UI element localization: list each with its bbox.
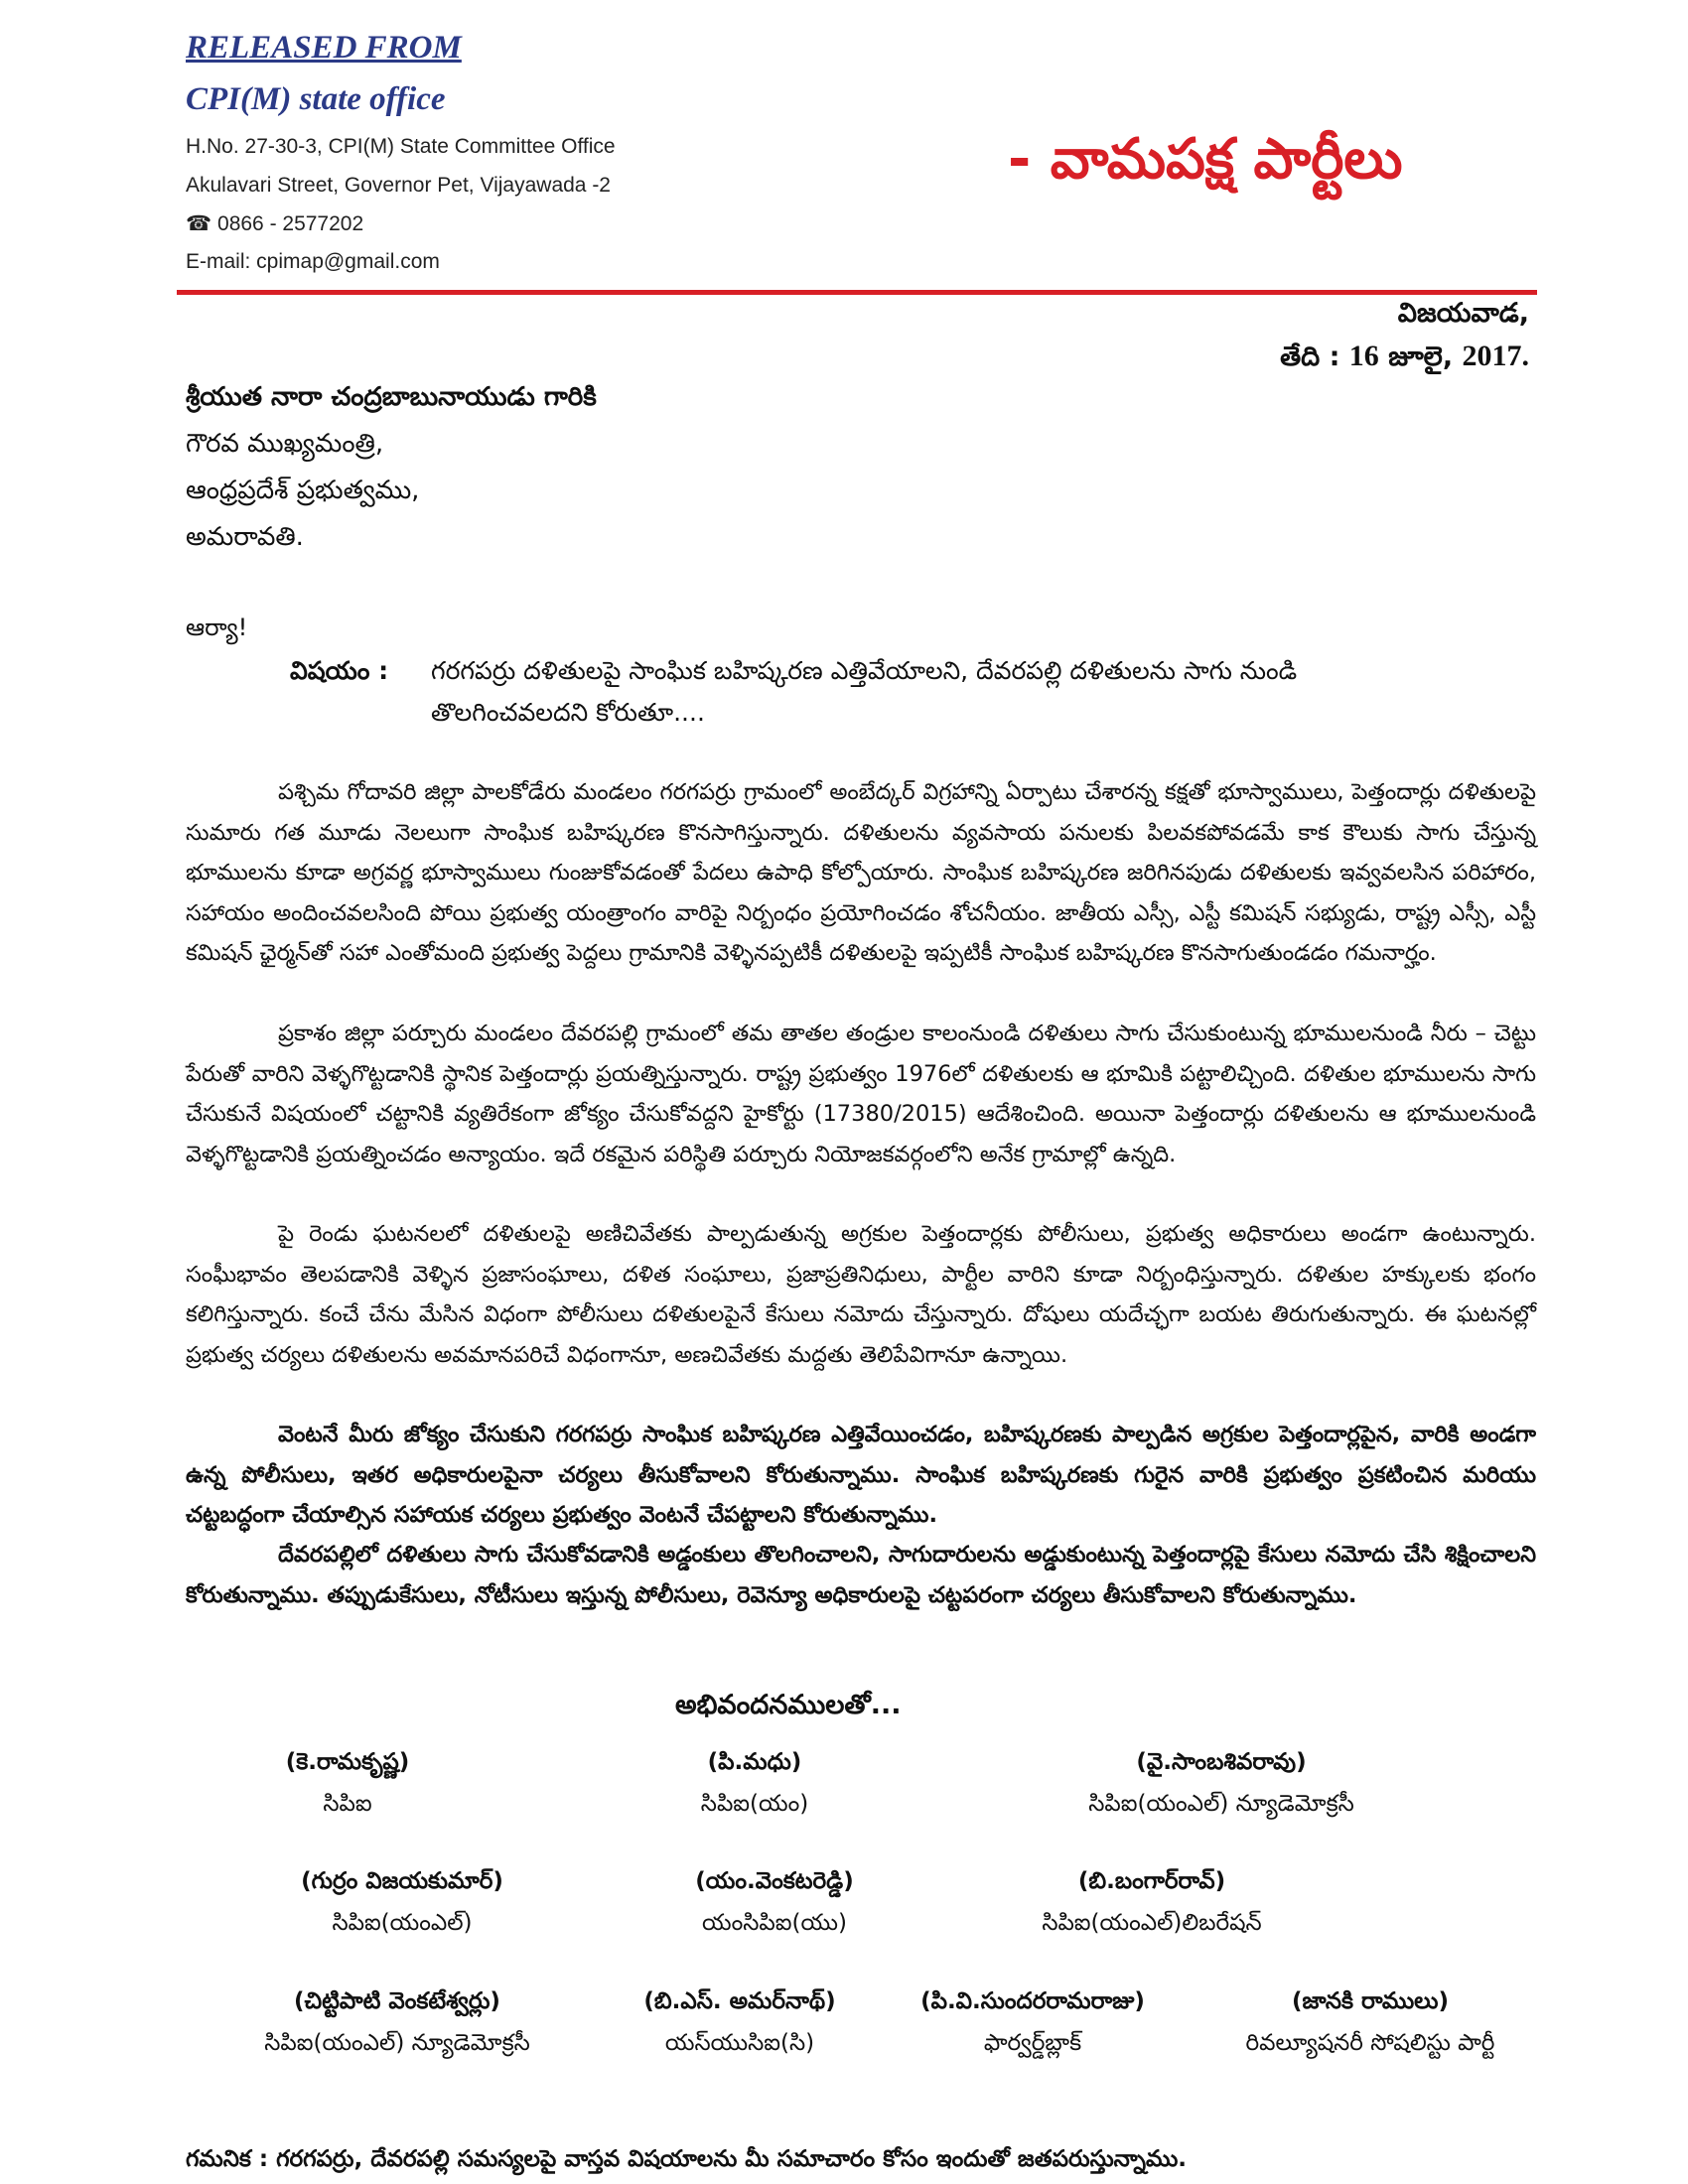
signatory-party: ఫార్వర్డ్‌బ్లాక్ — [983, 2030, 1082, 2056]
signatory-10 — [1172, 1988, 1569, 2062]
signatory-party: సిపిఐ(యంఎల్) న్యూడెమోక్రసీ — [1088, 1791, 1354, 1817]
signatory-8 — [606, 1988, 874, 2062]
address-line-2: Akulavari Street, Governor Pet, Vijayawada -2 — [186, 174, 611, 197]
body-paragraph-2: ప్రకాశం జిల్లా పర్చూరు మండలం దేవరపల్లి గ్రామంలో తమ తాతల తండ్రుల కాలంనుండి దళితులు సాగు చేసుకుంటున్న భూములనుండి నీరు – చెట్టు పేరుతో వారిని వెళ్ళగొట్టడానికి స్థానిక పెత్తందార్లు ప్రయత్నిస్తున్నారు. రాష్ట్ర ప్రభుత్వం 1976లో దళితులకు ఆ భూమికి పట్టాలిచ్చింది. దళితుల భూములను సాగు చేసుకునే విషయంలో చట్టానికి వ్యతిరేకంగా జోక్యం చేసుకోవద్దని హైకోర్టు (17380/2015) ఆదేశించింది. అయినా పెత్తందార్లు దళితులను ఆ భూములనుండి వెళ్ళగొట్టడానికి ప్రయత్నించడం అన్యాయం. ఇదే రకమైన పరిస్థితి పర్చూరు నియోజకవర్గంలోని అనేక గ్రామాల్లో ఉన్నది. — [186, 1021, 1536, 1167]
body-paragraph-5: దేవరపల్లిలో దళితులు సాగు చేసుకోవడానికి అడ్డంకులు తొలగించాలని, సాగుదారులను అడ్డుకుంటున్న పెత్తందార్లపై కేసులు నమోదు చేసి శిక్షించాలని కోరుతున్నాము. తప్పుడుకేసులు, నోటీసులు ఇస్తున్న పోలీసులు, రెవెన్యూ అధికారులపై చట్టపరంగా చర్యలు తీసుకోవాలని కోరుతున్నాము. — [186, 1542, 1536, 1608]
phone-line — [186, 211, 363, 236]
recipient-govt: ఆంధ్రప్రదేశ్ ప్రభుత్వము, — [186, 476, 420, 505]
signatory-name: (చిట్టిపాటి వెంకటేశ్వర్లు) — [294, 1988, 500, 2014]
signatory-name: (బి.బంగార్‌రావ్) — [1077, 1868, 1226, 1894]
signatory-6 — [993, 1868, 1311, 1942]
signatory-name: (వై.సాంబశివరావు) — [1136, 1749, 1307, 1775]
signatory-7 — [213, 1988, 581, 2062]
signatory-name: (గుర్రం విజయకుమార్) — [301, 1868, 503, 1894]
signatory-name: (పి.వి.సుందరరామరాజు) — [920, 1988, 1145, 2014]
signatory-name: (జానకి రాములు) — [1292, 1988, 1449, 2014]
signatory-3 — [1043, 1749, 1400, 1823]
date-label: తేది : — [1280, 341, 1340, 372]
signatory-party: యస్‌యుసిఐ(సి) — [664, 2030, 815, 2056]
signatory-2 — [645, 1749, 864, 1823]
released-from-heading: RELEASED FROM — [186, 30, 462, 66]
signatory-9 — [874, 1988, 1192, 2062]
signatory-party: రివల్యూషనరీ సోషలిస్టు పార్టీ — [1245, 2030, 1495, 2056]
footnote: గమనిక : గరగపర్రు, దేవరపల్లి సమస్యలపై వాస్తవ విషయాలను మీ సమాచారం కోసం ఇందుతో జతపరుస్తున్నాము. — [186, 2146, 1188, 2172]
recipient-place: అమరావతి. — [186, 522, 304, 552]
subject-line-2: తొలగించవలదని కోరుతూ.... — [431, 698, 705, 727]
signatory-1 — [248, 1749, 447, 1823]
header-divider — [177, 290, 1537, 295]
signatory-name: (కె.రామకృష్ణ) — [285, 1749, 410, 1775]
date-day: 16 — [1348, 340, 1379, 372]
address-line-1: H.No. 27-30-3, CPI(M) State Committee Office — [186, 135, 616, 158]
recipient-title: గౌరవ ముఖ్యమంత్రి, — [186, 429, 384, 459]
salutation: ఆర్యా! — [186, 614, 248, 641]
recipient-name: శ్రీయుత నారా చంద్రబాబునాయుడు గారికి — [186, 382, 597, 412]
signatory-4 — [253, 1868, 551, 1942]
subject-label: విషయం : — [290, 656, 389, 685]
place: విజయవాడ, — [1397, 298, 1529, 329]
date-year: 2017. — [1462, 340, 1529, 372]
closing: అభివందనములతో... — [675, 1690, 902, 1720]
body-paragraph-4: వెంటనే మీరు జోక్యం చేసుకుని గరగపర్రు సాంఘిక బహిష్కరణ ఎత్తివేయించడం, బహిష్కరణకు పాల్పడిన అగ్రకుల పెత్తందార్లపైన, వారికి అండగా ఉన్న పోలీసులు, ఇతర అధికారులపైనా చర్యలు తీసుకోవాలని కోరుతున్నాము. సాంఘిక బహిష్కరణకు గురైన వారికి ప్రభుత్వం ప్రకటించిన మరియు చట్టబద్ధంగా చేయాల్సిన సహాయక చర్యలు ప్రభుత్వం వెంటనే చేపట్టాలని కోరుతున్నాము. — [186, 1422, 1536, 1528]
signatory-party: సిపిఐ(యం) — [700, 1791, 809, 1817]
letter-date — [1280, 340, 1529, 379]
signatory-5 — [635, 1868, 914, 1942]
subject-line-1: గరగపర్రు దళితులపై సాంఘిక బహిష్కరణ ఎత్తివేయాలని, దేవరపల్లి దళితులను సాగు నుండి — [431, 656, 1298, 685]
phone-icon: ☎ — [186, 212, 212, 235]
email-line: E-mail: cpimap@gmail.com — [186, 250, 440, 273]
signatory-party: సిపిఐ(యంఎల్) — [332, 1910, 473, 1936]
signatory-party: సిపిఐ — [323, 1791, 372, 1817]
signatory-party: సిపిఐ(యంఎల్) న్యూడెమోక్రసీ — [264, 2030, 530, 2056]
office-name: CPI(M) state office — [186, 81, 446, 117]
date-month: జూలై, — [1388, 341, 1454, 372]
phone-number: 0866 - 2577202 — [217, 212, 364, 235]
party-title: - వామపక్ష పార్టీలు — [1008, 127, 1403, 192]
signatory-name: (పి.మధు) — [707, 1749, 802, 1775]
subject-block — [290, 650, 1412, 734]
signatory-party: సిపిఐ(యంఎల్)లిబరేషన్ — [1042, 1910, 1262, 1936]
signatory-name: (యం.వెంకటరెడ్డి) — [695, 1868, 854, 1894]
signatory-party: యంసిపిఐ(యు) — [702, 1910, 847, 1936]
body-paragraph-3: పై రెండు ఘటనలలో దళితులపై అణిచివేతకు పాల్పడుతున్న అగ్రకుల పెత్తందార్లకు పోలీసులు, ప్రభుత్వ అధికారులు అండగా ఉంటున్నారు. సంఘీభావం తెలపడానికి వెళ్ళిన ప్రజాసంఘాలు, దళిత సంఘాలు, ప్రజాప్రతినిధులు, పార్టీల వారిని కూడా నిర్బంధిస్తున్నారు. దళితుల హక్కులకు భంగం కలిగిస్తున్నారు. కంచే చేను మేసిన విధంగా పోలీసులు దళితులపైనే కేసులు నమోదు చేస్తున్నారు. దోషులు యదేచ్ఛగా బయట తిరుగుతున్నారు. ఈ ఘటనల్లో ప్రభుత్వ చర్యలు దళితులను అవమానపరిచే విధంగానూ, అణచివేతకు మద్దతు తెలిపేవిగానూ ఉన్నాయి. — [186, 1221, 1536, 1368]
body-paragraph-1: పశ్చిమ గోదావరి జిల్లా పాలకోడేరు మండలం గరగపర్రు గ్రామంలో అంబేద్కర్ విగ్రహాన్ని ఏర్పాటు చేశారన్న కక్షతో భూస్వాములు, పెత్తందార్లు దళితులపై సుమారు గత మూడు నెలలుగా సాంఘిక బహిష్కరణ కొనసాగిస్తున్నారు. దళితులను వ్యవసాయ పనులకు పిలవకపోవడమే కాక కౌలుకు సాగు చేస్తున్న భూములను కూడా అగ్రవర్ణ భూస్వాములు గుంజుకోవడంతో పేదలు ఉపాధి కోల్పోయారు. సాంఘిక బహిష్కరణ జరిగినపుడు దళితులకు ఇవ్వవలసిన పరిహారం, సహాయం అందించవలసింది పోయి ప్రభుత్వ యంత్రాంగం వారిపై నిర్బంధం ప్రయోగించడం శోచనీయం. జాతీయ ఎస్సీ, ఎస్టీ కమిషన్ సభ్యుడు, రాష్ట్ర ఎస్సీ, ఎస్టీ కమిషన్ ఛైర్మన్‌తో సహా ఎంతోమంది ప్రభుత్వ పెద్దలు గ్రామానికి వెళ్ళినప్పటికీ దళితులపై ఇప్పటికీ సాంఘిక బహిష్కరణ కొనసాగుతుండడం గమనార్హం. — [186, 779, 1536, 966]
signatory-name: (బి.ఎస్. అమర్‌నాథ్) — [643, 1988, 836, 2014]
